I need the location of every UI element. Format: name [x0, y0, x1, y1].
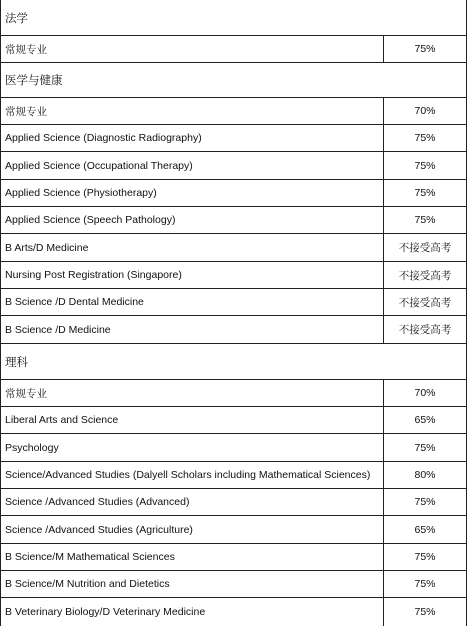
- table-row: [1, 462, 466, 489]
- program-name: 常规专业: [5, 43, 47, 56]
- table-row: [1, 434, 466, 462]
- section-title: 法学: [5, 12, 28, 25]
- table-row: [1, 489, 466, 516]
- score-requirement: 65%: [383, 407, 466, 433]
- table-row: [1, 152, 466, 180]
- program-name: Nursing Post Registration (Singapore): [5, 269, 182, 281]
- score-requirement: 不接受高考: [383, 234, 466, 261]
- program-name: Applied Science (Occupational Therapy): [5, 159, 193, 172]
- program-name: Liberal Arts and Science: [5, 414, 119, 426]
- table-row: [1, 544, 466, 571]
- table-row: [1, 516, 466, 544]
- score-requirement: 75%: [383, 180, 466, 206]
- score-requirement: 70%: [383, 98, 466, 124]
- section-title: 理科: [5, 356, 28, 369]
- score-requirement: 80%: [383, 462, 466, 488]
- score-requirement: 75%: [383, 207, 466, 233]
- table-row: [1, 407, 466, 434]
- section-title: 医学与健康: [5, 75, 63, 87]
- score-requirement: 75%: [383, 125, 466, 151]
- program-name: Applied Science (Speech Pathology): [5, 214, 176, 226]
- program-name: Science /Advanced Studies (Agriculture): [5, 523, 193, 536]
- program-name: B Science/M Mathematical Sciences: [5, 551, 175, 563]
- score-requirement: 75%: [383, 489, 466, 515]
- table-row: [1, 125, 466, 152]
- score-requirement: 不接受高考: [383, 289, 466, 315]
- program-name: B Science /D Dental Medicine: [5, 296, 144, 308]
- program-name: B Veterinary Biology/D Veterinary Medicine: [5, 606, 206, 618]
- section-header-law: [1, 0, 466, 36]
- section-header-medicine-health: [1, 63, 466, 98]
- score-requirement: 75%: [383, 36, 466, 62]
- score-requirement: 75%: [383, 152, 466, 179]
- table-row: [1, 380, 466, 407]
- program-name: Applied Science (Physiotherapy): [5, 187, 157, 199]
- program-name: Science /Advanced Studies (Advanced): [5, 496, 190, 508]
- program-name: Psychology: [5, 441, 59, 454]
- program-name: Applied Science (Diagnostic Radiography): [5, 132, 202, 144]
- table-row: [1, 234, 466, 262]
- program-name: B Science /D Medicine: [5, 323, 111, 336]
- program-name: B Arts/D Medicine: [5, 241, 89, 254]
- program-name: 常规专业: [5, 387, 47, 400]
- score-requirement: 75%: [383, 571, 466, 597]
- program-name: Science/Advanced Studies (Dalyell Scholars including Mathematical Sciences): [5, 469, 371, 481]
- score-requirement: 75%: [383, 434, 466, 461]
- score-requirement: 70%: [383, 380, 466, 406]
- score-requirement: 不接受高考: [383, 262, 466, 288]
- score-requirement: 65%: [383, 516, 466, 543]
- program-name: B Science/M Nutrition and Dietetics: [5, 578, 170, 590]
- table-row: [1, 180, 466, 207]
- program-name: 常规专业: [5, 105, 47, 118]
- table-row: [1, 36, 466, 63]
- table-row: [1, 571, 466, 598]
- score-requirement: 不接受高考: [383, 316, 466, 343]
- table-row: [1, 98, 466, 125]
- table-row: [1, 207, 466, 234]
- table-row: [1, 262, 466, 289]
- table-row: [1, 598, 466, 626]
- table-row: [1, 316, 466, 344]
- score-requirement: 75%: [383, 598, 466, 626]
- section-header-science: [1, 344, 466, 380]
- table-row: [1, 289, 466, 316]
- score-requirement: 75%: [383, 544, 466, 570]
